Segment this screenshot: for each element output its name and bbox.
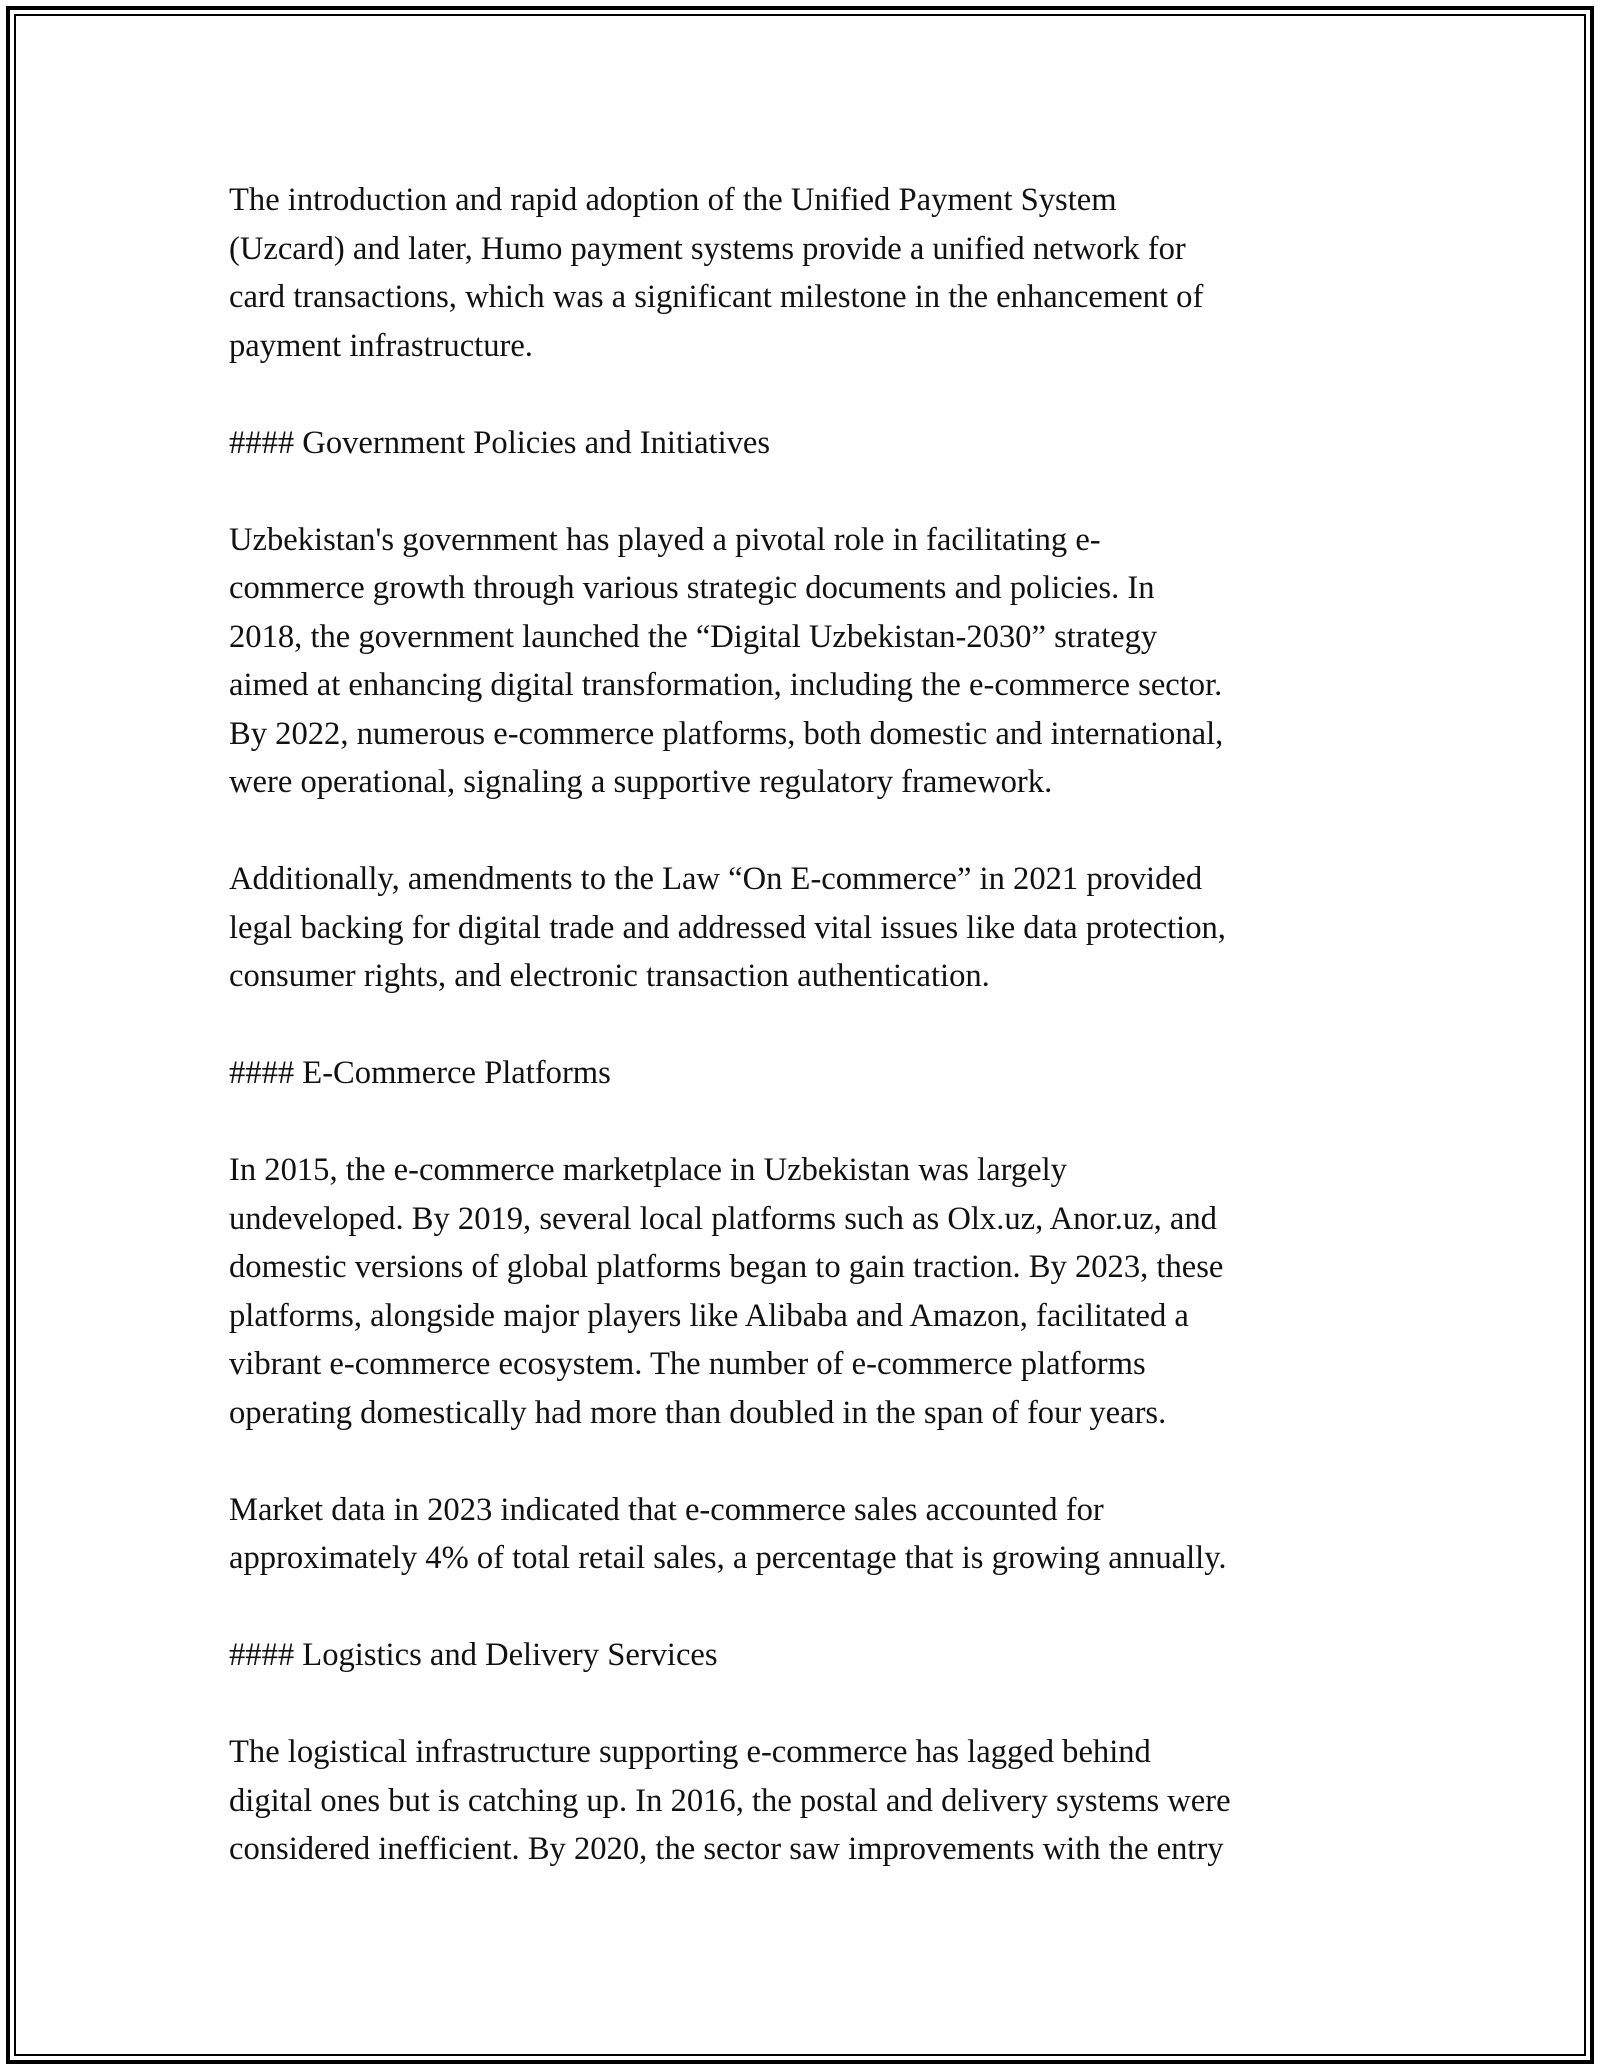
paragraph-payment-systems: The introduction and rapid adoption of the Unified Payment System (Uzcard) and later, Humo payment systems provide a unified network for card transactions, which was a significant milestone in the enhancement of payment infrastructure. [229, 182, 1204, 364]
paragraph-government-role: Uzbekistan's government has played a pivotal role in facilitating e- commerce growth through various strategic documents and policies. In 2018, the government launched the “Digital Uzbekistan-2030” strategy aimed at enhancing digital transformation, including the e-commerce sector. By 2022, numerous e-commerce platforms, both domestic and international, were operational, signaling a supportive regulatory framework. [229, 521, 1224, 800]
paragraph-marketplace-growth: In 2015, the e-commerce marketplace in Uzbekistan was largely undeveloped. By 2019, several local platforms such as Olx.uz, Anor.uz, and domestic versions of global platforms began to gain traction. By 2023, these platforms, alongside major players like Alibaba and Amazon, facilitated a vibrant e-commerce ecosystem. The number of e-commerce platforms operating domestically had more than doubled in the span of four years. [229, 1152, 1224, 1431]
heading-government-policies: #### Government Policies and Initiatives [229, 424, 771, 461]
heading-ecommerce-platforms: #### E-Commerce Platforms [229, 1055, 611, 1091]
heading-logistics-delivery: #### Logistics and Delivery Services [229, 1637, 718, 1673]
document-body [229, 176, 1379, 1922]
paragraph-market-data: Market data in 2023 indicated that e-commerce sales accounted for approximately 4% of total retail sales, a percentage that is growing annually. [229, 1491, 1227, 1576]
paragraph-law-amendments: Additionally, amendments to the Law “On E-commerce” in 2021 provided legal backing for digital trade and addressed vital issues like data protection, consumer rights, and electronic transaction authentication. [229, 861, 1226, 994]
paragraph-logistics-infrastructure: The logistical infrastructure supporting e-commerce has lagged behind digital ones but is catching up. In 2016, the postal and delivery systems were considered inefficient. By 2020, the sector saw improvements with the entry [229, 1734, 1231, 1867]
